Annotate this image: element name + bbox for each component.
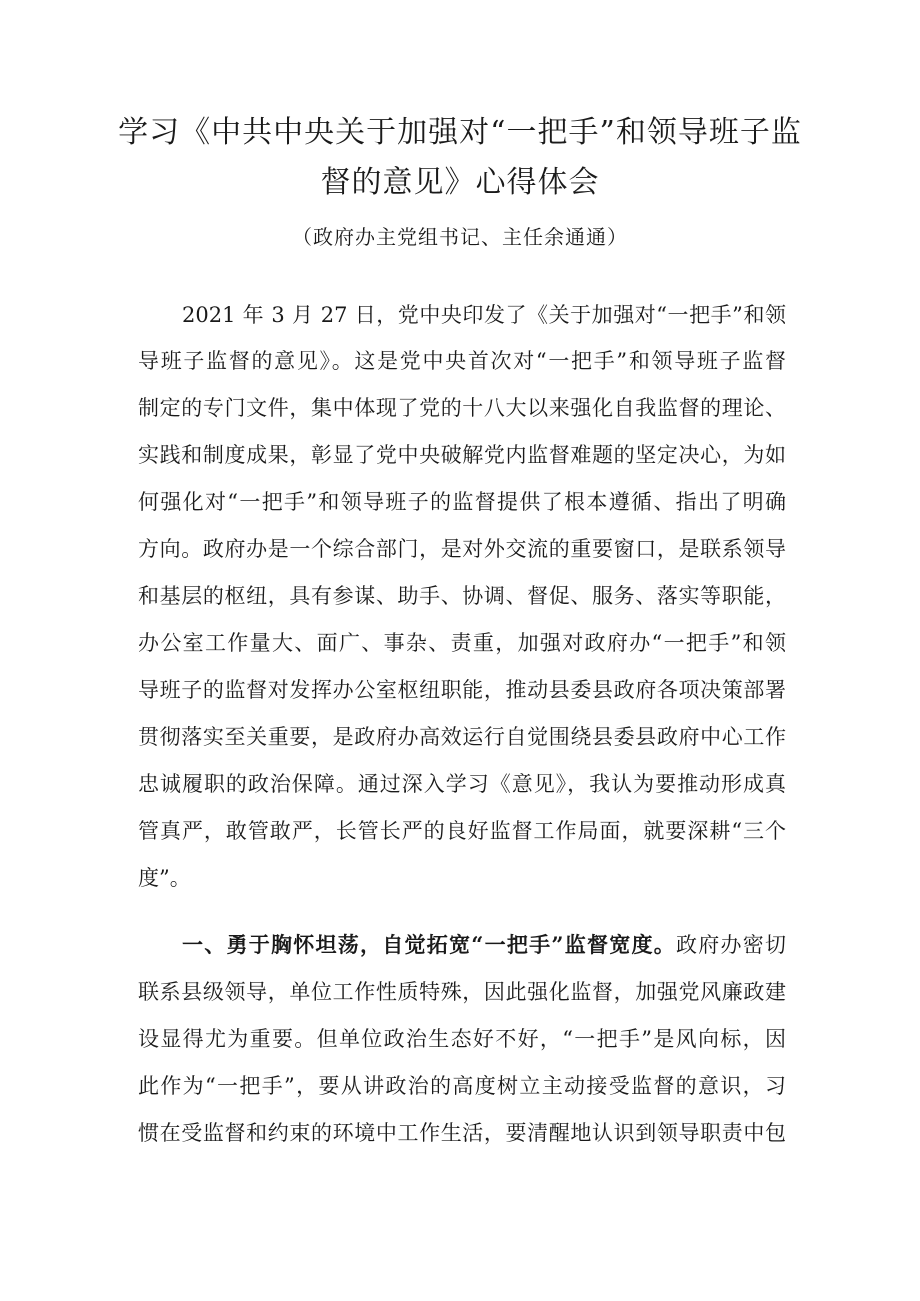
paragraph-1-line: 贯彻落实至关重要，是政府办高效运行自觉围绕县委县政府中心工作: [138, 725, 786, 749]
paragraph-1-line: 和基层的枢纽，具有参谋、助手、协调、督促、服务、落实等职能，: [138, 584, 786, 608]
paragraph-2-text: 政府办密切: [675, 933, 786, 957]
paragraph-1-line: 忠诚履职的政治保障。通过深入学习《意见》，我认为要推动形成真: [138, 772, 786, 796]
document-byline: （政府办主党组书记、主任余通通）: [292, 225, 628, 249]
paragraph-1-line: 办公室工作量大、面广、事杂、责重，加强对政府办“一把手”和领: [138, 631, 786, 655]
document-title-line-2: 督的意见》心得体会: [320, 165, 600, 200]
paragraph-2-line: 此作为“一把手”，要从讲政治的高度树立主动接受监督的意识，习: [138, 1074, 786, 1098]
paragraph-1-line: 何强化对“一把手”和领导班子的监督提供了根本遵循、指出了明确: [138, 490, 786, 514]
document-title-line-1: 学习《中共中央关于加强对“一把手”和领导班子监: [118, 115, 802, 150]
paragraph-1-line: 2021 年 3 月 27 日，党中央印发了《关于加强对“一把手”和领: [182, 303, 786, 327]
section-heading: 一、勇于胸怀坦荡，自觉拓宽“一把手”监督宽度。: [182, 932, 676, 957]
paragraph-1-line: 实践和制度成果，彰显了党中央破解党内监督难题的坚定决心，为如: [138, 443, 786, 467]
paragraph-2-first-line: [182, 930, 786, 960]
paragraph-1-line: 导班子的监督对发挥办公室枢纽职能，推动县委县政府各项决策部署: [138, 678, 786, 702]
paragraph-2-line: 惯在受监督和约束的环境中工作生活，要清醒地认识到领导职责中包: [138, 1121, 786, 1145]
paragraph-1-line: 度”。: [138, 866, 191, 890]
paragraph-2-line: 设显得尤为重要。但单位政治生态好不好，“一把手”是风向标，因: [138, 1027, 786, 1051]
paragraph-2-line: 联系县级领导，单位工作性质特殊，因此强化监督，加强党风廉政建: [138, 980, 786, 1004]
paragraph-1-line: 方向。政府办是一个综合部门，是对外交流的重要窗口，是联系领导: [138, 537, 786, 561]
paragraph-1-line: 管真严，敢管敢严，长管长严的良好监督工作局面，就要深耕“三个: [138, 819, 786, 843]
paragraph-1-line: 导班子监督的意见》。这是党中央首次对“一把手”和领导班子监督: [138, 349, 786, 373]
paragraph-1-line: 制定的专门文件，集中体现了党的十八大以来强化自我监督的理论、: [138, 396, 786, 420]
